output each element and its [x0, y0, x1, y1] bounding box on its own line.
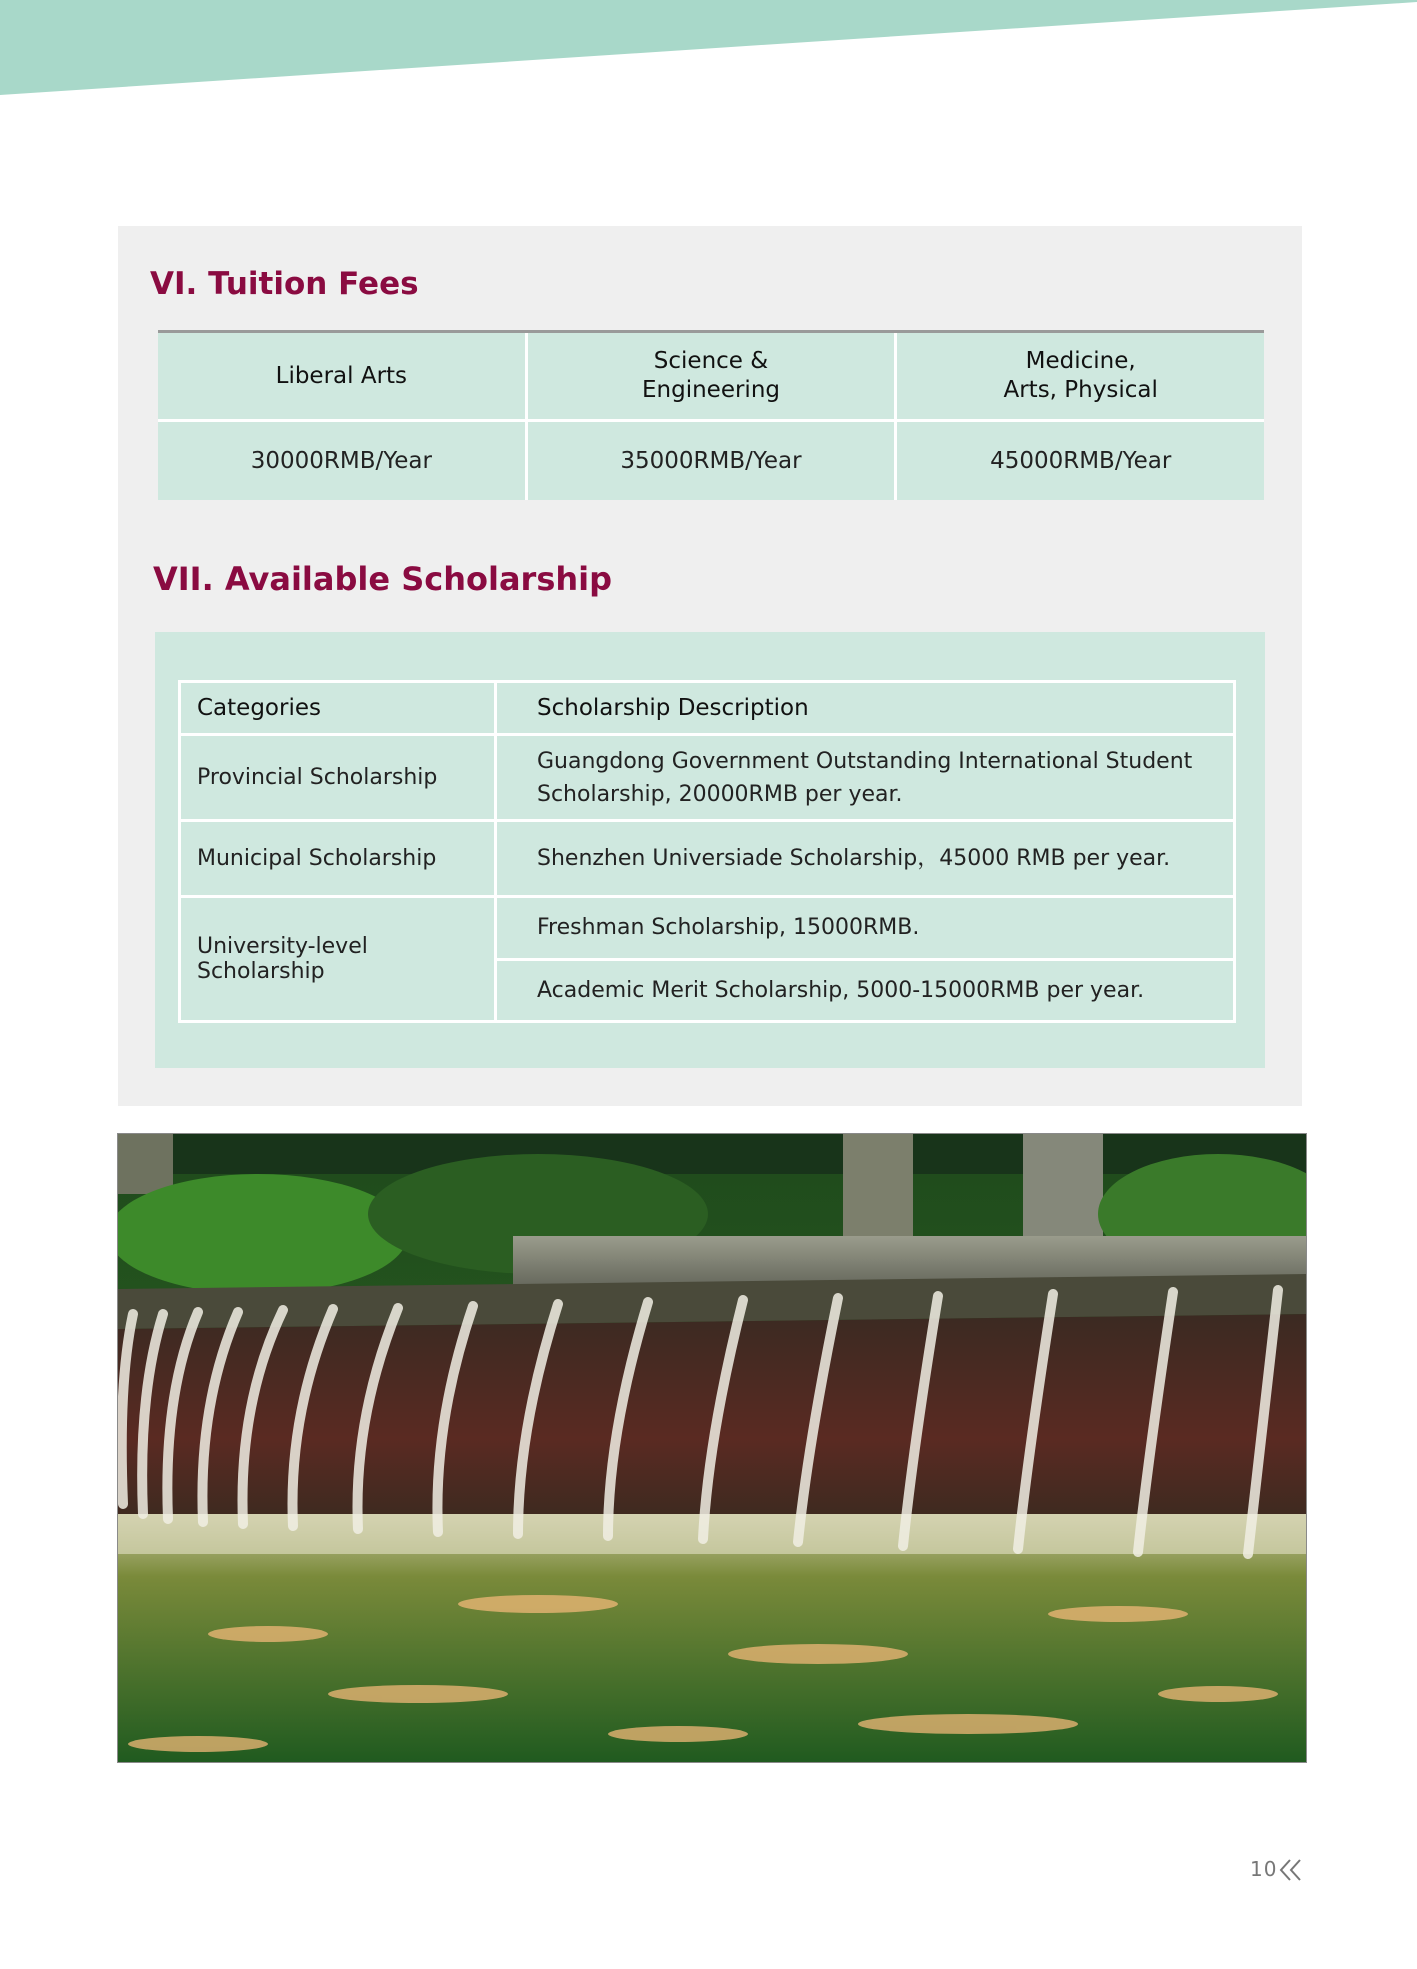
double-chevron-left-icon [1278, 1857, 1304, 1883]
tuition-fees-table [158, 330, 1264, 500]
scholarship-title: VII. Available Scholarship [153, 560, 613, 598]
tuition-fees-title: VI. Tuition Fees [150, 266, 419, 302]
description-cell: Academic Merit Scholarship, 5000-15000RMB per year. [497, 958, 1233, 1021]
fee-liberal-arts: 30000RMB/Year [158, 422, 525, 500]
tuition-header-row [158, 333, 1264, 419]
header-science-engineering: Science & Engineering [525, 333, 895, 419]
category-cell: Provincial Scholarship [181, 736, 497, 819]
table-row [181, 895, 1233, 1020]
fee-medicine-arts-physical: 45000RMB/Year [894, 422, 1264, 500]
description-cell: Freshman Scholarship, 15000RMB. [537, 915, 920, 941]
scholarship-table [178, 680, 1236, 1023]
fee-science-engineering: 35000RMB/Year [525, 422, 895, 500]
table-row [181, 733, 1233, 819]
page-number: 10 [1250, 1857, 1278, 1881]
header-liberal-arts: Liberal Arts [158, 333, 525, 419]
fountain-photo [117, 1133, 1307, 1763]
description-cell: Guangdong Government Outstanding International Student Scholarship, 20000RMB per year. [537, 748, 1193, 807]
header-description: Scholarship Description [537, 694, 809, 721]
tuition-values-row [158, 419, 1264, 500]
fountain-illustration [118, 1134, 1307, 1763]
header-medicine-arts-physical: Medicine, Arts, Physical [894, 333, 1264, 419]
header-categories: Categories [181, 683, 497, 733]
table-row [181, 819, 1233, 895]
scholarship-header-row [181, 683, 1233, 733]
description-cell: Shenzhen Universiade Scholarship，45000 RMB per year. [537, 846, 1171, 871]
category-cell: University-level Scholarship [181, 898, 497, 1020]
top-decorative-band [0, 0, 1417, 100]
category-cell: Municipal Scholarship [181, 822, 497, 895]
